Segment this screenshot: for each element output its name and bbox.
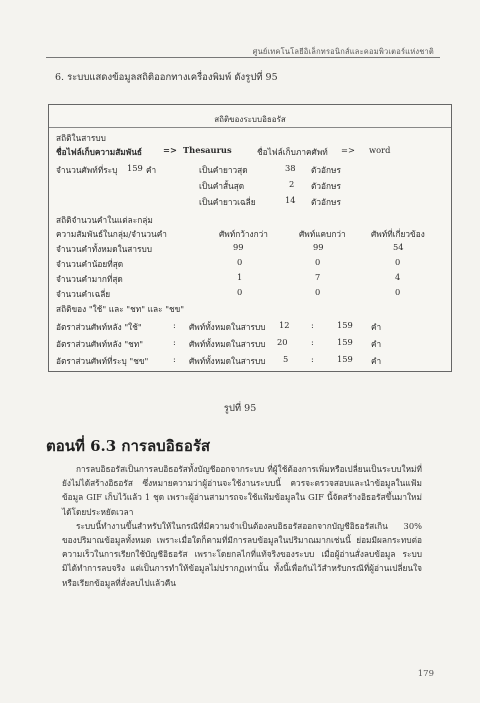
row-average-broader: 0 [237, 287, 243, 297]
group-heading: สถิติจำนวนคำในแต่ละกลุ่ม [56, 215, 153, 225]
file-name-label: ชื่อไฟล์เก็บความสัมพันธ์ [56, 147, 142, 157]
ratio-label-use: อัตราส่วนศัพท์หลัง "ใช้" [56, 322, 142, 332]
row-label-max: จำนวนคำมากที่สุด [56, 274, 123, 284]
ratio-desc-use: ศัพท์ทั้งหมดในสารบบ [189, 322, 266, 332]
running-header: ศูนย์เทคโนโลยีอิเล็กทรอนิกส์และคอมพิวเตอร์แห่งชาติ [252, 47, 434, 56]
ratio-b-rt: 159 [337, 354, 353, 364]
row-average-narrower: 0 [315, 287, 321, 297]
col-header-related: ศัพท์ที่เกี่ยวข้อง [371, 229, 425, 239]
row-min-narrower: 0 [315, 257, 321, 267]
figure-box-title: สถิติของระบบอิธอรัส [214, 115, 286, 124]
ratio-colon-nt: : [173, 337, 176, 347]
row-max-narrower: 7 [315, 272, 321, 282]
ratio-a-rt: 5 [283, 354, 289, 364]
ratio-colon-rt: : [173, 354, 176, 364]
ratio-a-use: 12 [279, 320, 290, 330]
shortest-value: 2 [289, 179, 295, 189]
row-average-related: 0 [395, 287, 401, 297]
longest-value: 38 [285, 163, 296, 173]
section-item-6: 6. ระบบแสดงข้อมูลสถิติออกทางเครื่องพิมพ์ ดังรูปที่ 95 [55, 72, 278, 83]
row-total-broader: 99 [233, 242, 244, 252]
average-unit: ตัวอักษร [311, 197, 341, 207]
body-text [62, 462, 422, 590]
col-header-broader: ศัพท์กว้างกว่า [219, 229, 268, 239]
col-header-narrower: ศัพท์แคบกว่า [299, 229, 346, 239]
ratio-unit-nt: คำ [371, 339, 382, 349]
row-total-related: 54 [393, 242, 404, 252]
chapter-heading: ตอนที่ 6.3 การลบอิธอรัส [46, 437, 211, 455]
paragraph-1: การลบอิธอรัสเป็นการลบอิธอรัสทั้งบัญชีออกจากระบบ ที่ผู้ใช้ต้องการเพิ่มหรือเปลี่ยนเป็นระบบใหม่ที่ยังไม่ได้สร้างอิธอรัส ซึ่งหมายความว่าผู้อ่านจะใช้งานระบบนี้ ควรจะตรวจสอบและนำข้อมูลในแฟ้มข้อมูล GIF เก็บไว้แล้ว 1 ชุด เพราะผู้อ่านสามารถจะใช้แฟ้มข้อมูลใน GIF นี้จัดสร้างอิธอรัสขึ้นมาใหม่ได้โดยประหยัดเวลา [62, 464, 422, 517]
ratio-colon2-nt: : [311, 337, 314, 347]
row-max-broader: 1 [237, 272, 243, 282]
average-label: เป็นคำยาวเฉลี่ย [199, 197, 256, 207]
ratio-b-nt: 159 [337, 337, 353, 347]
row-total-narrower: 99 [313, 242, 324, 252]
figure-title-divider [49, 127, 451, 128]
row-min-broader: 0 [237, 257, 243, 267]
use-heading: สถิติของ "ใช้" และ "ชท" และ "ชข" [56, 304, 185, 314]
longest-label: เป็นคำยาวสุด [199, 165, 248, 175]
ratio-b-use: 159 [337, 320, 353, 330]
ratio-colon2-use: : [311, 320, 314, 330]
ratio-unit-rt: คำ [371, 356, 382, 366]
figure-caption: รูปที่ 95 [223, 403, 257, 414]
ratio-colon2-rt: : [311, 354, 314, 364]
paragraph-2: ระบบนี้ทำงานขึ้นสำหรับให้ในกรณีที่มีความจำเป็นต้องลบอิธอรัสออกจากบัญชีอิธอรัสเกิน 30% ของปริมาณข้อมูลทั้งหมด เพราะเมื่อใดก็ตามที่มีการลบข้อมูลในปริมาณมากเช่นนี้ ย่อมมีผลกระทบต่อความเร็วในการเรียกใช้บัญชีอิธอรัส เพราะโดยกลไกที่แท้จริงของระบบ เมื่อผู้อ่านสั่งลบข้อมูล ระบบมิได้ทำการลบจริง แต่เป็นการทำให้ข้อมูลไม่ปรากฏเท่านั้น ทั้งนี้เพื่อกันไว้สำหรับกรณีที่ผู้อ่านเปลี่ยนใจหรือเรียกข้อมูลที่สั่งลบไปแล้วคืน [62, 520, 422, 588]
relation-header: ความสัมพันธ์ในกลุ่ม/จำนวนคำ [56, 229, 167, 239]
arrow-1: => [163, 145, 177, 155]
term-count-label: จำนวนศัพท์ที่ระบุ [56, 165, 118, 175]
row-label-average: จำนวนคำเฉลี่ย [56, 289, 111, 299]
ratio-label-nt: อัตราส่วนศัพท์หลัง "ชท" [56, 339, 144, 349]
ratio-unit-use: คำ [371, 322, 382, 332]
row-max-related: 4 [395, 272, 401, 282]
stats-heading: สถิติในสารบบ [56, 133, 106, 143]
file-name-value: Thesaurus [183, 145, 232, 155]
arrow-2: => [341, 145, 355, 155]
page-number: 179 [417, 669, 434, 679]
header-divider [46, 57, 440, 58]
term-file-label: ชื่อไฟล์เก็บภาคศัพท์ [257, 147, 328, 157]
figure-95-box [48, 104, 452, 372]
ratio-colon-use: : [173, 320, 176, 330]
row-label-total: จำนวนคำทั้งหมดในสารบบ [56, 244, 153, 254]
ratio-label-rt: อัตราส่วนศัพท์ที่ระบุ "ชข" [56, 356, 149, 366]
row-label-min: จำนวนคำน้อยที่สุด [56, 259, 124, 269]
row-min-related: 0 [395, 257, 401, 267]
ratio-a-nt: 20 [277, 337, 288, 347]
ratio-desc-rt: ศัพท์ทั้งหมดในสารบบ [189, 356, 266, 366]
ratio-desc-nt: ศัพท์ทั้งหมดในสารบบ [189, 339, 266, 349]
average-value: 14 [285, 195, 296, 205]
term-file-value: word [369, 145, 391, 155]
shortest-label: เป็นคำสั้นสุด [199, 181, 245, 191]
term-count-unit: คำ [146, 165, 157, 175]
term-count-value: 159 [127, 163, 143, 173]
shortest-unit: ตัวอักษร [311, 181, 341, 191]
longest-unit: ตัวอักษร [311, 165, 341, 175]
